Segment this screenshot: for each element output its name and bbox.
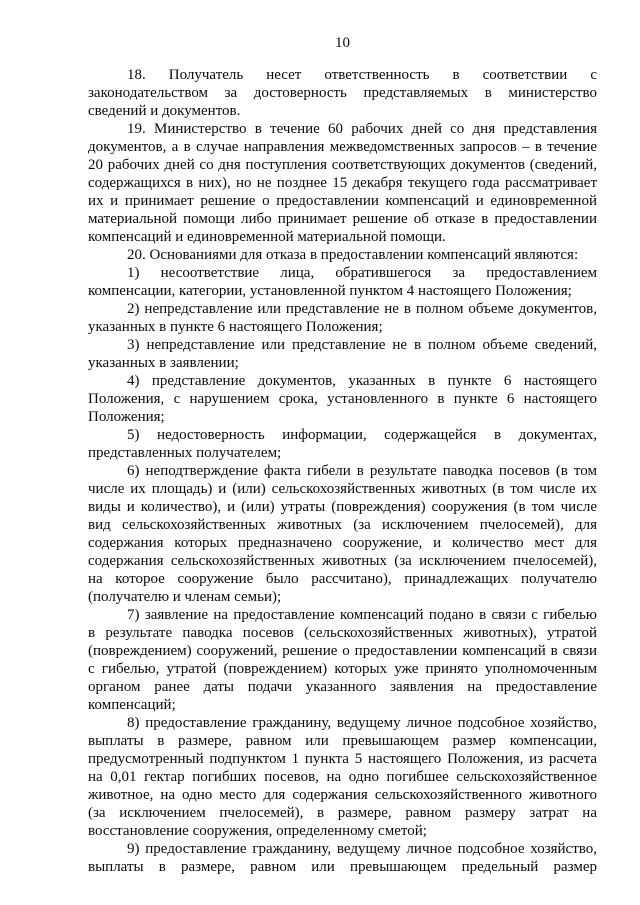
paragraph bbox=[88, 66, 597, 120]
text-line: 4) представление документов, указанных в пункте 6 настоящего bbox=[127, 373, 597, 389]
text-line: их и принимает решение о предоставлении компенсаций и единовременной bbox=[88, 193, 597, 209]
text-line: выплаты в размере, равном или превышающем предельный размер bbox=[88, 859, 597, 875]
text-line: числе их площадь) и (или) сельскохозяйственных животных (в том числе их bbox=[88, 481, 597, 497]
paragraph bbox=[88, 120, 597, 246]
text-line: с гибелью, утратой (повреждением) которых уже принято уполномоченным bbox=[88, 661, 597, 677]
paragraph bbox=[88, 840, 597, 876]
text-line: Положения; bbox=[88, 409, 165, 425]
text-line: 19. Министерство в течение 60 рабочих дней со дня представления bbox=[127, 121, 597, 137]
text-line: компенсаций; bbox=[88, 697, 176, 713]
paragraph bbox=[88, 606, 597, 714]
text-line: 2) непредставление или представление не в полном объеме документов, bbox=[127, 301, 597, 317]
text-line: (за исключением пчелосемей), в размере, равном размеру затрат на bbox=[88, 805, 597, 821]
text-line: компенсации, категории, установленной пунктом 4 настоящего Положения; bbox=[88, 283, 572, 299]
paragraph bbox=[88, 300, 597, 336]
paragraph bbox=[88, 372, 597, 426]
document-body bbox=[88, 66, 597, 876]
text-line: вид сельскохозяйственных животных (за исключением пчелосемей), для bbox=[88, 517, 597, 533]
text-line: предусмотренный подпунктом 1 пункта 5 настоящего Положения, из расчета bbox=[88, 751, 597, 767]
text-line: 3) непредставление или представление не в полном объеме сведений, bbox=[127, 337, 597, 353]
text-line: восстановление сооружения, определенному сметой; bbox=[88, 823, 427, 839]
text-line: на которое сооружение было рассчитано), принадлежащих получателю bbox=[88, 571, 597, 587]
text-line: сведений и документов. bbox=[88, 103, 241, 119]
text-line: Положения, с нарушением срока, установленного в пункте 6 настоящего bbox=[88, 391, 597, 407]
text-line: 18. Получатель несет ответственность в соответствии с bbox=[127, 67, 597, 83]
text-line: компенсаций и единовременной материальной помощи. bbox=[88, 229, 446, 245]
text-line: представленных получателем; bbox=[88, 445, 282, 461]
paragraph bbox=[88, 246, 597, 264]
text-line: выплаты в размере, равном или превышающем размер компенсации, bbox=[88, 733, 597, 749]
text-line: содержания которых предназначено сооружение, и количество мест для bbox=[88, 535, 597, 551]
text-line: указанных в заявлении; bbox=[88, 355, 239, 371]
paragraph bbox=[88, 264, 597, 300]
paragraph bbox=[88, 336, 597, 372]
text-line: в результате паводка посевов (сельскохозяйственных животных), утратой bbox=[88, 625, 597, 641]
text-line: содержания сельскохозяйственных животных (за исключением пчелосемей), bbox=[88, 553, 597, 569]
text-line: законодательством за достоверность представляемых в министерство bbox=[88, 85, 597, 101]
text-line: 20 рабочих дней со дня поступления соответствующих документов (сведений, bbox=[88, 157, 597, 173]
paragraph bbox=[88, 714, 597, 840]
text-line: документов, а в случае направления межведомственных запросов – в течение bbox=[88, 139, 597, 155]
text-line: органом ранее даты подачи указанного заявления на предоставление bbox=[88, 679, 597, 695]
text-line: 1) несоответствие лица, обратившегося за предоставлением bbox=[127, 265, 597, 281]
text-line: 9) предоставление гражданину, ведущему личное подсобное хозяйство, bbox=[127, 841, 597, 857]
text-line: содержащихся в них), но не позднее 15 декабря текущего года рассматривает bbox=[88, 175, 597, 191]
text-line: 7) заявление на предоставление компенсаций подано в связи с гибелью bbox=[127, 607, 597, 623]
page-number: 10 bbox=[335, 35, 350, 51]
text-line: на 0,01 гектар погибших посевов, на одно погибшее сельскохозяйственное bbox=[88, 769, 597, 785]
text-line: виды и количество), и (или) утраты (повреждения) сооружения (в том числе bbox=[88, 499, 597, 515]
text-line: 20. Основаниями для отказа в предоставлении компенсаций являются: bbox=[127, 247, 579, 263]
text-line: указанных в пункте 6 настоящего Положения; bbox=[88, 319, 383, 335]
paragraph bbox=[88, 462, 597, 606]
text-line: (повреждением) сооружений, решение о предоставлении компенсаций в связи bbox=[88, 643, 597, 659]
text-line: животное, на одно место для содержания сельскохозяйственного животного bbox=[88, 787, 597, 803]
text-line: 8) предоставление гражданину, ведущему личное подсобное хозяйство, bbox=[127, 715, 597, 731]
text-line: 6) неподтверждение факта гибели в результате паводка посевов (в том bbox=[127, 463, 597, 479]
text-line: (получателю и членам семьи); bbox=[88, 589, 282, 605]
text-line: материальной помощи либо принимает решение об отказе в предоставлении bbox=[88, 211, 597, 227]
text-line: 5) недостоверность информации, содержащейся в документах, bbox=[127, 427, 597, 443]
paragraph bbox=[88, 426, 597, 462]
